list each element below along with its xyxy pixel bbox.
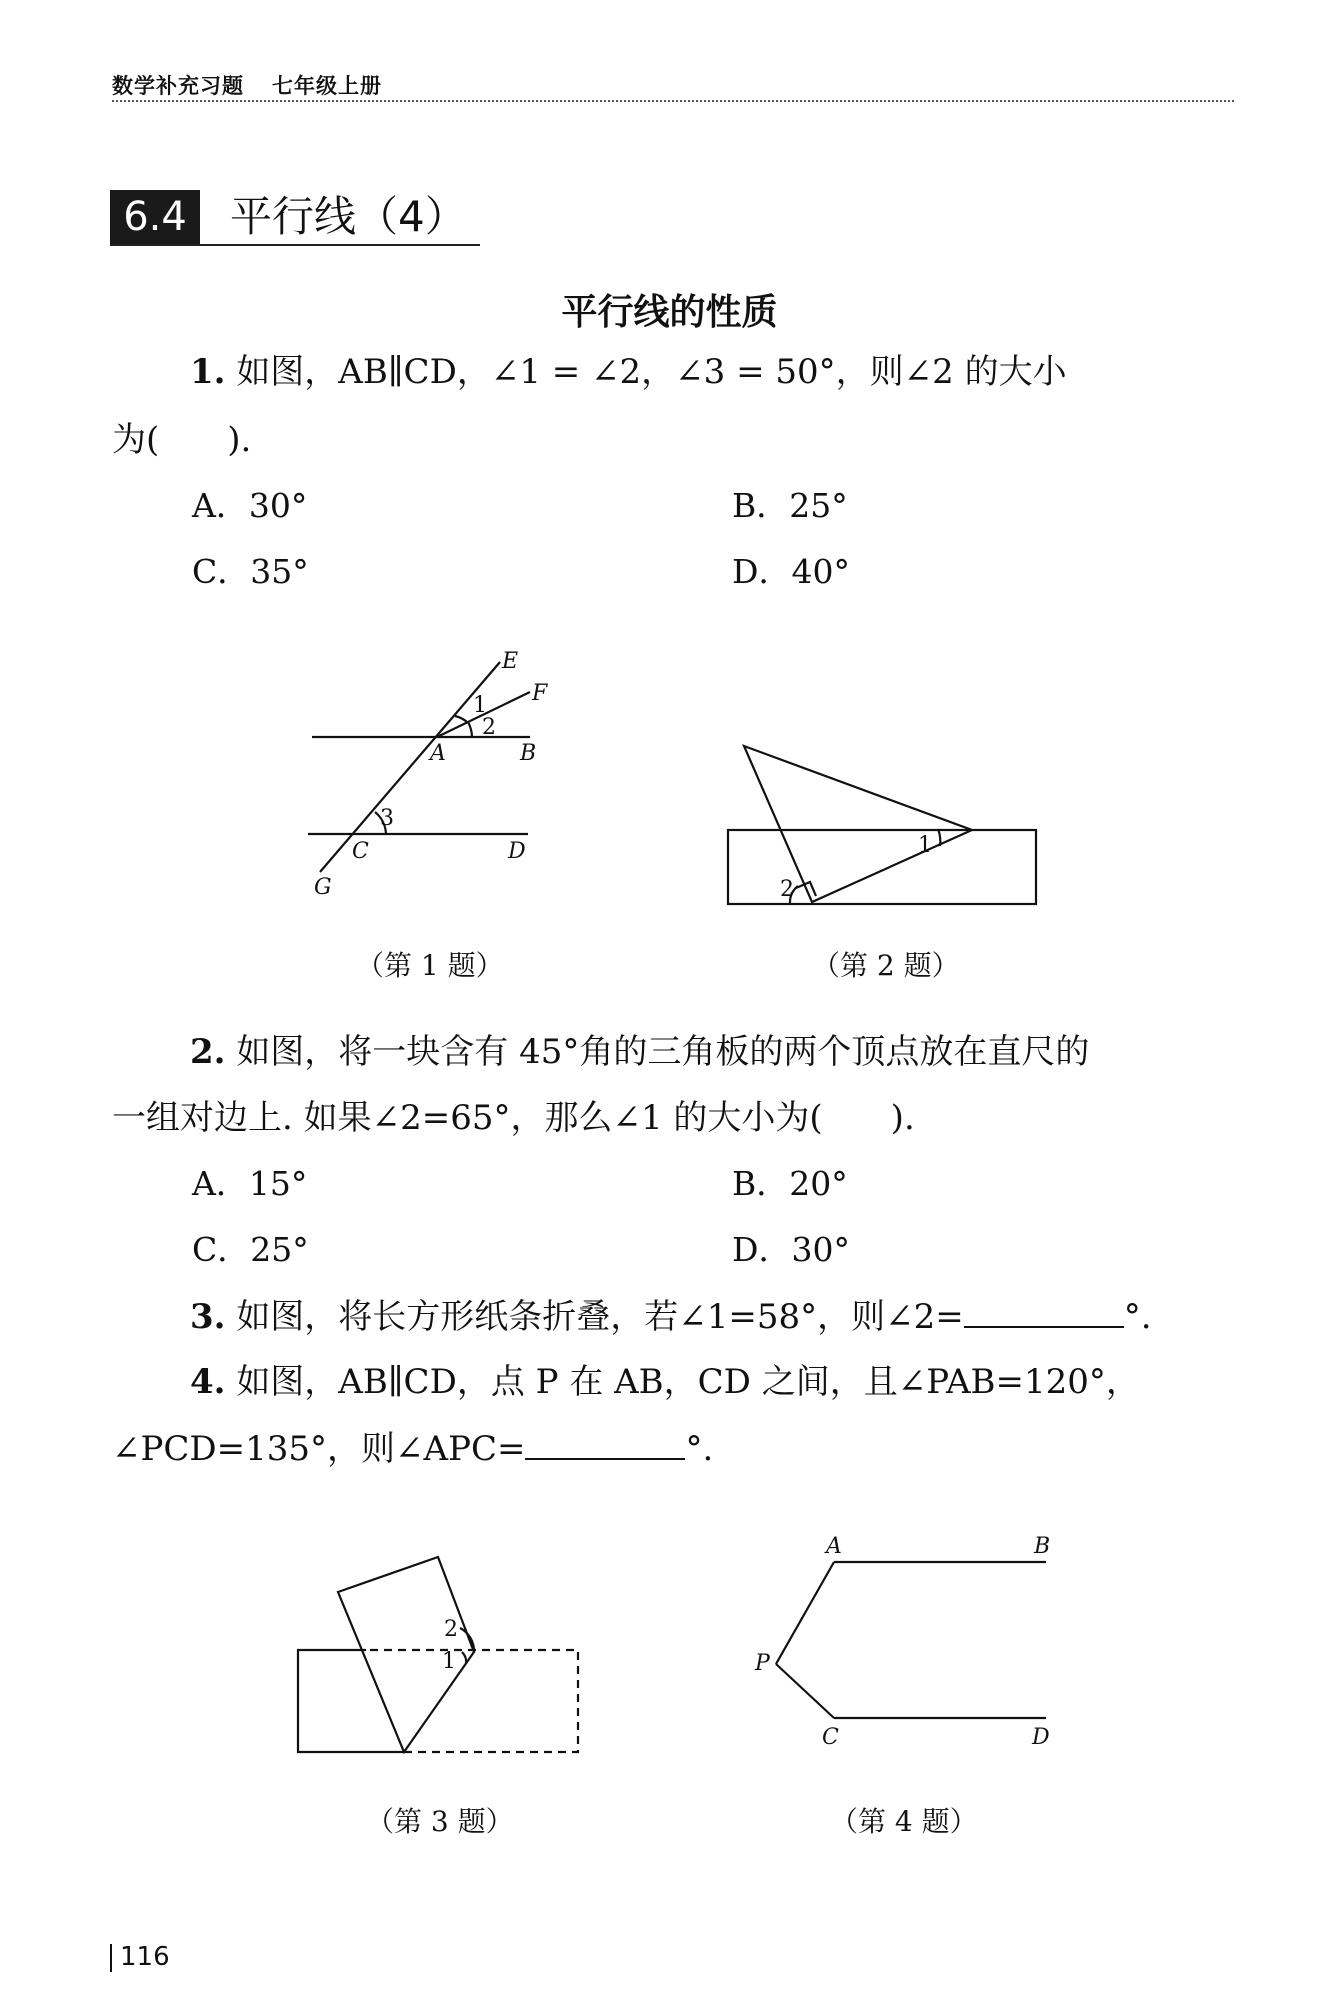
label-E: E (502, 649, 519, 674)
label-angle-2: 2 (444, 1617, 458, 1642)
q3-text: 如图，将长方形纸条折叠，若∠1=58°，则∠2= (236, 1297, 964, 1337)
fig4-caption: （第 4 题） (830, 1805, 978, 1838)
section-title: 平行线（4） (230, 192, 467, 241)
figure-2-labels (780, 833, 932, 902)
label-angle-2: 2 (482, 715, 496, 740)
strip-unfolded-part (298, 1650, 404, 1752)
q1-option-a: A．30° (192, 486, 308, 525)
fig2-caption: （第 2 题） (812, 949, 960, 982)
section-number: 6.4 (110, 190, 200, 244)
q4-suffix: °. (685, 1429, 714, 1469)
q4-text: 如图，AB∥CD，点 P 在 AB，CD 之间，且∠PAB=120°， (236, 1362, 1140, 1402)
q2-text: 如图，将一块含有 45°角的三角板的两个顶点放在直尺的 (236, 1032, 1090, 1072)
page-number (110, 1942, 170, 1972)
fig1-caption: （第 1 题） (356, 949, 504, 982)
segment-ap (776, 1562, 834, 1664)
ruler (728, 830, 1036, 904)
figure-4 (776, 1562, 1046, 1718)
book-title: 数学补充习题 (112, 74, 244, 98)
q4-number: 4. (190, 1362, 226, 1402)
q4-line1 (190, 1362, 1140, 1402)
q4-answer-blank[interactable] (525, 1428, 685, 1460)
label-C: C (352, 839, 369, 864)
q2-line2: 一组对边上. 如果∠2=65°，那么∠1 的大小为( ). (112, 1098, 915, 1138)
label-B: B (1034, 1534, 1051, 1559)
label-angle-1: 1 (442, 1649, 456, 1674)
q1-text: 如图，AB∥CD，∠1 = ∠2，∠3 = 50°，则∠2 的大小 (236, 352, 1067, 392)
q2-option-c: C．25° (192, 1230, 309, 1269)
subheading: 平行线的性质 (561, 292, 778, 333)
q4-line2 (112, 1428, 713, 1469)
angle-1-arc (462, 1652, 466, 1664)
label-D: D (508, 839, 526, 864)
label-G: G (314, 875, 332, 900)
q2-line1 (190, 1032, 1089, 1072)
angle-1-arc (455, 716, 467, 722)
segment-pc (776, 1664, 834, 1718)
figure-3 (298, 1557, 578, 1752)
q1-option-d: D．40° (732, 552, 850, 591)
label-C: C (822, 1725, 839, 1750)
page-number-bar (110, 1944, 112, 1972)
figure-3-labels (442, 1617, 458, 1674)
triangle-board (744, 746, 972, 902)
q1-option-c: C．35° (192, 552, 309, 591)
label-P: P (755, 1651, 770, 1676)
figure-1-labels (314, 649, 548, 900)
label-F: F (532, 681, 548, 706)
label-angle-1: 1 (473, 693, 487, 718)
q1-option-b: B．25° (732, 486, 848, 525)
q1-line2: 为( ). (112, 420, 252, 460)
figure-2 (728, 746, 1036, 904)
angle-1-arc (938, 829, 940, 846)
q2-option-b: B．20° (732, 1164, 848, 1203)
label-angle-3: 3 (380, 806, 394, 831)
q2-number: 2. (190, 1032, 226, 1072)
q2-option-a: A．15° (192, 1164, 308, 1203)
grade-label: 七年级上册 (272, 74, 382, 98)
q3-answer-blank[interactable] (964, 1296, 1124, 1328)
page-number-text: 116 (120, 1942, 170, 1972)
label-D: D (1032, 1725, 1050, 1750)
q4-text-2: ∠PCD=135°，则∠APC= (112, 1429, 526, 1469)
q2-option-d: D．30° (732, 1230, 850, 1269)
label-B: B (520, 741, 537, 766)
q3-suffix: °. (1123, 1297, 1152, 1337)
q3-line (190, 1296, 1152, 1337)
figure-1 (308, 662, 530, 872)
q1-number: 1. (190, 352, 226, 392)
label-A: A (430, 741, 446, 766)
label-A: A (826, 1534, 842, 1559)
angle-2-arc (468, 722, 472, 737)
q3-number: 3. (190, 1297, 226, 1337)
fig3-caption: （第 3 题） (366, 1805, 514, 1838)
label-angle-2: 2 (780, 877, 794, 902)
label-angle-1: 1 (918, 833, 932, 858)
